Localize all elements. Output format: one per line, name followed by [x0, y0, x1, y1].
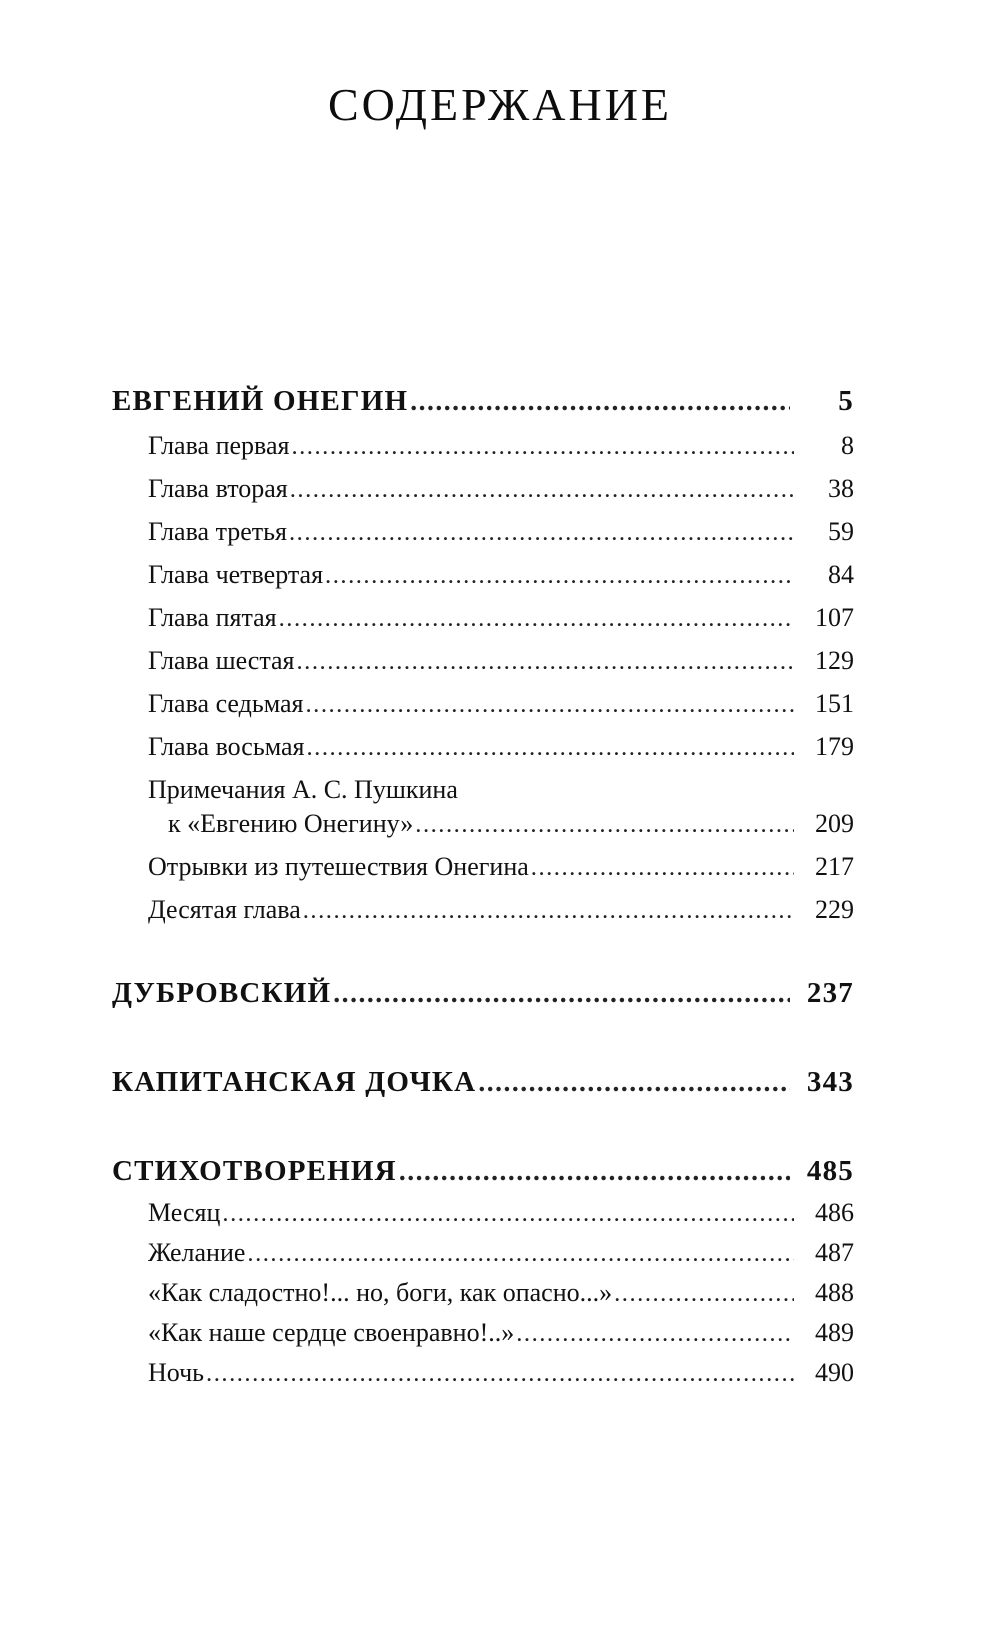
- toc-entry-label: «Как наше сердце своенравно!..»: [148, 1318, 515, 1347]
- leader-dots: [279, 603, 794, 633]
- toc-entry-page: 84: [828, 560, 854, 589]
- toc-entry-poem-2[interactable]: [148, 1238, 854, 1268]
- toc-entry-label: Глава вторая: [148, 474, 288, 503]
- leader-dots: [516, 1318, 794, 1348]
- toc-entry-notes-line1: Примечания А. С. Пушкина: [148, 775, 458, 804]
- toc-entry-tenth-chapter[interactable]: [148, 895, 854, 925]
- toc-entry-chapter-1[interactable]: [148, 431, 854, 461]
- toc-entry-label: Глава четвертая: [148, 560, 324, 589]
- toc-entry-label: Глава восьмая: [148, 732, 305, 761]
- leader-dots: [291, 431, 794, 461]
- leader-dots: [290, 474, 794, 504]
- toc-entry-onegin-travels[interactable]: [148, 852, 854, 882]
- toc-entry-label: ДУБРОВСКИЙ: [112, 977, 332, 1009]
- toc-entry-label: Желание: [148, 1238, 246, 1267]
- toc-list: [112, 385, 854, 1388]
- section-spacer: [112, 925, 854, 977]
- toc-entry-page: 237: [806, 977, 854, 1009]
- toc-entry-label: «Как сладостно!... но, боги, как опасно...»: [148, 1278, 613, 1307]
- leader-dots: [247, 1238, 794, 1268]
- leader-dots: [325, 560, 794, 590]
- toc-entry-label: Глава третья: [148, 517, 287, 546]
- toc-entry-chapter-3[interactable]: [148, 517, 854, 547]
- toc-entry-page: 217: [815, 852, 854, 881]
- leader-dots: [222, 1198, 794, 1228]
- toc-entry-page: 107: [815, 603, 854, 632]
- toc-entry-notes[interactable]: [168, 809, 854, 839]
- toc-entry-page: 486: [815, 1198, 854, 1227]
- toc-entry-chapter-4[interactable]: [148, 560, 854, 590]
- toc-entry-page: 490: [815, 1358, 854, 1387]
- toc-entry-chapter-5[interactable]: [148, 603, 854, 633]
- leader-dots: [305, 689, 794, 719]
- leader-dots: [614, 1278, 794, 1308]
- toc-entry-poem-1[interactable]: [148, 1198, 854, 1228]
- toc-entry-page: 179: [815, 732, 854, 761]
- toc-entry-label: КАПИТАНСКАЯ ДОЧКА: [112, 1066, 477, 1098]
- toc-entry-page: 38: [828, 474, 854, 503]
- toc-entry-page: 5: [838, 385, 854, 417]
- leader-dots: [303, 895, 794, 925]
- toc-entry-chapter-2[interactable]: [148, 474, 854, 504]
- toc-entry-chapter-8[interactable]: [148, 732, 854, 762]
- leader-dots: [206, 1358, 794, 1388]
- toc-entry-label: Отрывки из путешествия Онегина: [148, 852, 529, 881]
- toc-entry-label: Глава пятая: [148, 603, 277, 632]
- leader-dots: [297, 646, 795, 676]
- toc-entry-label: Глава первая: [148, 431, 290, 460]
- toc-entry-page: 151: [815, 689, 854, 718]
- toc-entry-captains-daughter[interactable]: [112, 1066, 854, 1099]
- toc-entry-poem-3[interactable]: [148, 1278, 854, 1308]
- toc-entry-label: Глава седьмая: [148, 689, 304, 718]
- toc-entry-label: Месяц: [148, 1198, 221, 1227]
- toc-entry-dubrovsky[interactable]: [112, 977, 854, 1010]
- toc-entry-page: 229: [815, 895, 854, 924]
- toc-entry-page: 209: [815, 809, 854, 838]
- toc-entry-label: Глава шестая: [148, 646, 295, 675]
- leader-dots: [478, 1066, 790, 1099]
- toc-entry-page: 489: [815, 1318, 854, 1347]
- toc-entry-page: 487: [815, 1238, 854, 1267]
- toc-entry-label: СТИХОТВОРЕНИЯ: [112, 1155, 397, 1187]
- section-spacer: [112, 1014, 854, 1066]
- toc-entry-label: ЕВГЕНИЙ ОНЕГИН: [112, 385, 409, 417]
- leader-dots: [531, 852, 794, 882]
- leader-dots: [410, 385, 790, 418]
- leader-dots: [289, 517, 794, 547]
- toc-entry-page: 129: [815, 646, 854, 675]
- toc-entry-poem-4[interactable]: [148, 1318, 854, 1348]
- toc-entry-poems[interactable]: [112, 1155, 854, 1188]
- toc-entry-label: Ночь: [148, 1358, 205, 1387]
- toc-entry-page: 8: [841, 431, 854, 460]
- leader-dots: [306, 732, 794, 762]
- toc-entry-page: 343: [806, 1066, 854, 1098]
- page-title: СОДЕРЖАНИЕ: [327, 79, 673, 130]
- leader-dots: [415, 809, 794, 839]
- toc-entry-label: Десятая глава: [148, 895, 301, 924]
- toc-entry-label: к «Евгению Онегину»: [168, 809, 414, 838]
- toc-entry-poem-5[interactable]: [148, 1358, 854, 1388]
- toc-entry-page: 488: [815, 1278, 854, 1307]
- leader-dots: [333, 977, 790, 1010]
- toc-entry-chapter-7[interactable]: [148, 689, 854, 719]
- toc-entry-page: 485: [806, 1155, 854, 1187]
- leader-dots: [399, 1155, 790, 1188]
- toc-entry-evgeny-onegin[interactable]: [112, 385, 854, 418]
- section-spacer: [112, 1103, 854, 1155]
- toc-entry-chapter-6[interactable]: [148, 646, 854, 676]
- toc-entry-page: 59: [828, 517, 854, 546]
